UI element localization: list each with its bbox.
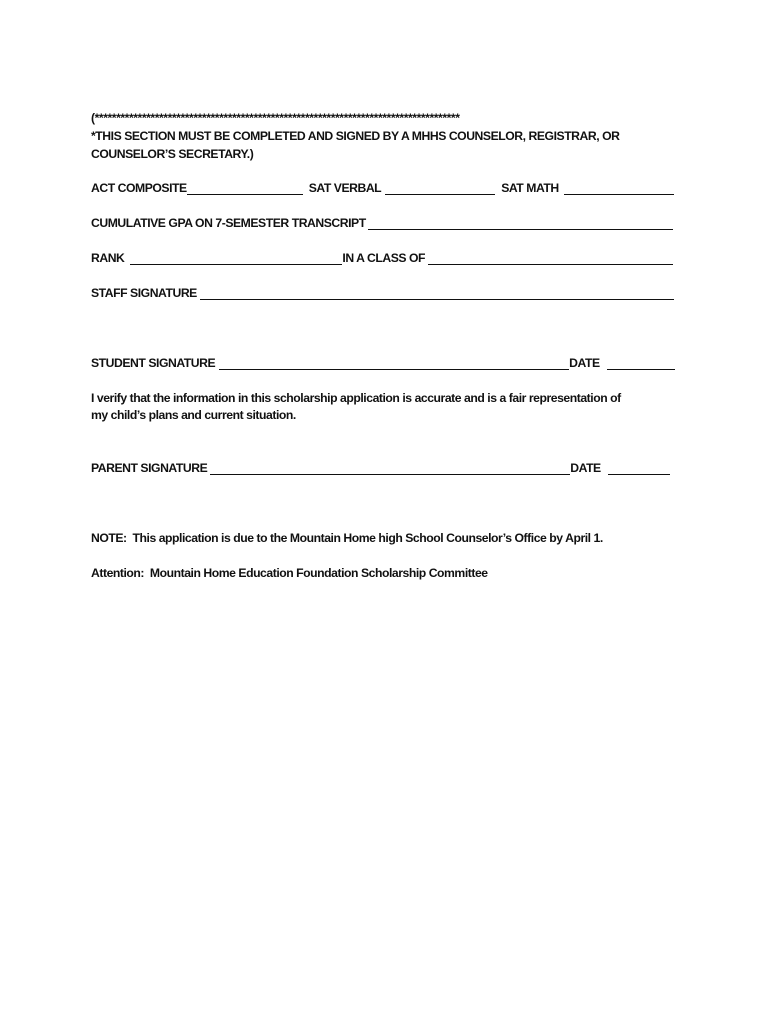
class-of-label: IN A CLASS OF	[342, 251, 426, 265]
parent-signature-label: PARENT SIGNATURE	[91, 461, 208, 475]
parent-date-label: DATE	[570, 461, 601, 475]
act-composite-field[interactable]	[187, 181, 303, 195]
stars-line: (*************************************************************************************	[91, 111, 460, 125]
staff-signature-field[interactable]	[200, 286, 674, 300]
parent-signature-row	[91, 460, 670, 476]
student-date-field[interactable]	[607, 356, 675, 370]
sat-verbal-label: SAT VERBAL	[308, 181, 382, 195]
parent-date-field[interactable]	[608, 461, 670, 475]
gpa-row	[91, 215, 673, 231]
staff-signature-label: STAFF SIGNATURE	[91, 286, 197, 300]
student-signature-field[interactable]	[219, 356, 569, 370]
gpa-label: CUMULATIVE GPA ON 7-SEMESTER TRANSCRIPT	[91, 216, 366, 230]
verify-line1: I verify that the information in this scholarship application is accurate and is a fair representation of	[91, 391, 621, 405]
sat-math-field[interactable]	[564, 181, 674, 195]
parent-signature-field[interactable]	[210, 461, 570, 475]
act-composite-label: ACT COMPOSITE	[91, 181, 187, 195]
sat-math-label: SAT MATH	[501, 181, 559, 195]
section-note-line1: *THIS SECTION MUST BE COMPLETED AND SIGNED BY A MHHS COUNSELOR, REGISTRAR, OR	[91, 129, 620, 143]
rank-field[interactable]	[130, 251, 342, 265]
class-of-field[interactable]	[428, 251, 673, 265]
staff-signature-row	[91, 285, 674, 301]
student-date-label: DATE	[569, 356, 600, 370]
student-signature-label: STUDENT SIGNATURE	[91, 356, 216, 370]
test-scores-row	[91, 180, 674, 196]
attention-line: Attention: Mountain Home Education Foundation Scholarship Committee	[91, 566, 488, 580]
rank-label: RANK	[91, 251, 125, 265]
due-date-note: NOTE: This application is due to the Mountain Home high School Counselor’s Office by April 1.	[91, 531, 603, 545]
rank-row	[91, 250, 673, 266]
section-note-line2: COUNSELOR’S SECRETARY.)	[91, 147, 254, 161]
gpa-field[interactable]	[368, 216, 673, 230]
verify-line2: my child’s plans and current situation.	[91, 408, 296, 422]
student-signature-row	[91, 355, 675, 371]
sat-verbal-field[interactable]	[385, 181, 495, 195]
